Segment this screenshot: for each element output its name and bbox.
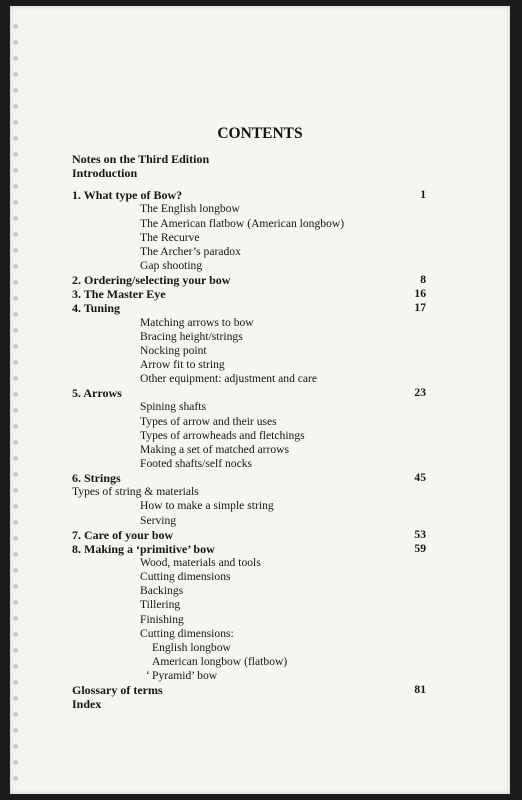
binding-hole	[13, 696, 18, 701]
subsection-item-label: Making a set of matched arrows	[140, 442, 290, 456]
binding-hole	[13, 424, 18, 429]
subsection-item	[72, 556, 426, 570]
binding-hole	[13, 360, 18, 365]
subsection-item	[72, 217, 426, 231]
section-heading-label: Glossary of terms	[72, 683, 163, 698]
front-matter-item	[72, 152, 426, 166]
subsection-item	[72, 570, 426, 584]
subsection-item-label: Gap shooting	[140, 258, 203, 272]
subsection-item-label: The Archer’s paradox	[140, 244, 241, 258]
section-heading	[72, 287, 426, 301]
front-matter-item-label: Introduction	[72, 166, 138, 181]
binding-hole	[13, 280, 18, 285]
subsection-item-label: Serving	[140, 513, 177, 527]
binding-hole	[13, 328, 18, 333]
subsection-item	[72, 245, 426, 259]
section-heading-label: 7. Care of your bow	[72, 527, 174, 542]
subsection-item	[72, 259, 426, 273]
sub-subsection-item	[72, 655, 426, 669]
front-matter-item-label: Notes on the Third Edition	[72, 152, 210, 166]
binding-hole	[13, 760, 18, 765]
subsection-item	[72, 499, 426, 513]
binding-hole	[13, 552, 18, 557]
binding-hole	[13, 184, 18, 189]
subsection-item-label: Spining shafts	[140, 400, 207, 414]
subsection-item-label: Nocking point	[140, 343, 207, 357]
subsection-item	[72, 485, 426, 499]
subsection-item	[72, 457, 426, 471]
binding-hole	[13, 104, 18, 109]
binding-hole	[13, 264, 18, 269]
section-heading	[72, 683, 426, 697]
binding-hole	[13, 232, 18, 237]
binding-hole	[13, 744, 18, 749]
page-number: 59	[414, 541, 426, 555]
subsection-item-label: Tillering	[140, 598, 181, 612]
binding-hole	[13, 392, 18, 397]
binding-hole	[13, 312, 18, 317]
section-heading-label: 3. The Master Eye	[72, 287, 166, 302]
section-heading	[72, 697, 426, 711]
subsection-item	[72, 598, 426, 612]
subsection-item	[72, 400, 426, 414]
page-number: 17	[414, 301, 426, 315]
sub-subsection-item-label: English longbow	[152, 640, 231, 654]
binding-hole	[13, 168, 18, 173]
binding-hole	[13, 376, 18, 381]
binding-hole	[13, 408, 18, 413]
page-number: 23	[414, 386, 426, 400]
page-number: 81	[414, 683, 426, 697]
subsection-item-label: Cutting dimensions	[140, 570, 231, 584]
subsection-item	[72, 330, 426, 344]
table-of-contents	[72, 152, 426, 711]
sub-subsection-item	[72, 641, 426, 655]
subsection-item	[72, 202, 426, 216]
page-title: CONTENTS	[217, 125, 303, 142]
section-heading	[72, 471, 426, 485]
binding-hole	[13, 24, 18, 29]
binding-hole	[13, 440, 18, 445]
subsection-item	[72, 358, 426, 372]
subsection-item-label: Types of arrowheads and fletchings	[140, 428, 305, 442]
binding-hole	[13, 632, 18, 637]
binding-hole	[13, 488, 18, 493]
section-heading	[72, 528, 426, 542]
subsection-item	[72, 443, 426, 457]
binding-hole	[13, 664, 18, 669]
subsection-item-label: The American flatbow (American longbow)	[140, 216, 345, 230]
subsection-item-label: Types of string & materials	[72, 485, 199, 499]
subsection-item-label: How to make a simple string	[140, 499, 274, 513]
subsection-item-label: Arrow fit to string	[140, 357, 225, 371]
binding-hole	[13, 88, 18, 93]
binding-hole	[13, 472, 18, 477]
subsection-item-label: The Recurve	[140, 230, 200, 244]
section-heading-label: 5. Arrows	[72, 386, 122, 401]
page-number: 8	[420, 273, 426, 287]
subsection-item	[72, 613, 426, 627]
binding-hole	[13, 536, 18, 541]
binding-hole	[13, 344, 18, 349]
sub-subsection-item	[72, 669, 426, 683]
binding-hole	[13, 504, 18, 509]
binding-hole	[13, 216, 18, 221]
binding-hole	[13, 680, 18, 685]
binding-hole	[13, 248, 18, 253]
document-page	[10, 6, 510, 794]
subsection-item-label: Other equipment: adjustment and care	[140, 372, 318, 386]
binding-hole	[13, 712, 18, 717]
binding-hole	[13, 648, 18, 653]
binding-hole	[13, 776, 18, 781]
subsection-item-label: Wood, materials and tools	[140, 555, 261, 569]
section-heading	[72, 188, 426, 202]
section-heading	[72, 273, 426, 287]
binding-hole	[13, 296, 18, 301]
page-number: 1	[420, 188, 426, 202]
section-heading-label: Index	[72, 697, 102, 712]
binding-hole	[13, 584, 18, 589]
binding-hole	[13, 520, 18, 525]
sub-subsection-item-label: American longbow (flatbow)	[152, 654, 288, 668]
section-heading	[72, 386, 426, 400]
subsection-item-label: Cutting dimensions:	[140, 626, 234, 640]
subsection-item-label: Footed shafts/self nocks	[140, 456, 253, 470]
section-heading-label: 1. What type of Bow?	[72, 188, 183, 203]
section-heading-label: 2. Ordering/selecting your bow	[72, 273, 231, 288]
binding-hole	[13, 200, 18, 205]
subsection-item-label: The English longbow	[140, 202, 240, 216]
subsection-item	[72, 344, 426, 358]
subsection-item-label: Backings	[140, 584, 184, 598]
page-number: 16	[414, 287, 426, 301]
binding-hole	[13, 568, 18, 573]
subsection-item	[72, 514, 426, 528]
subsection-item	[72, 316, 426, 330]
binding-hole	[13, 728, 18, 733]
subsection-item-label: Matching arrows to bow	[140, 315, 254, 329]
quote-mark: ‘	[146, 669, 150, 683]
sub-subsection-item-label: Pyramid’ bow	[152, 669, 218, 683]
binding-hole	[13, 456, 18, 461]
binding-hole	[13, 72, 18, 77]
subsection-item	[72, 415, 426, 429]
section-heading	[72, 301, 426, 315]
subsection-item	[72, 231, 426, 245]
page-number: 45	[414, 471, 426, 485]
subsection-item-label: Finishing	[140, 612, 184, 626]
binding-hole	[13, 56, 18, 61]
section-heading-label: 8. Making a ‘primitive’ bow	[72, 541, 215, 556]
binding-hole	[13, 40, 18, 45]
subsection-item-label: Types of arrow and their uses	[140, 414, 277, 428]
binding-hole	[13, 616, 18, 621]
subsection-item	[72, 627, 426, 641]
subsection-item	[72, 372, 426, 386]
section-heading-label: 6. Strings	[72, 471, 121, 486]
section-heading	[72, 542, 426, 556]
subsection-item	[72, 429, 426, 443]
front-matter-item	[72, 166, 426, 180]
binding-hole	[13, 600, 18, 605]
binding-hole	[13, 152, 18, 157]
subsection-item-label: Bracing height/strings	[140, 329, 243, 343]
page-number: 53	[414, 527, 426, 541]
section-heading-label: 4. Tuning	[72, 301, 121, 316]
subsection-item	[72, 584, 426, 598]
